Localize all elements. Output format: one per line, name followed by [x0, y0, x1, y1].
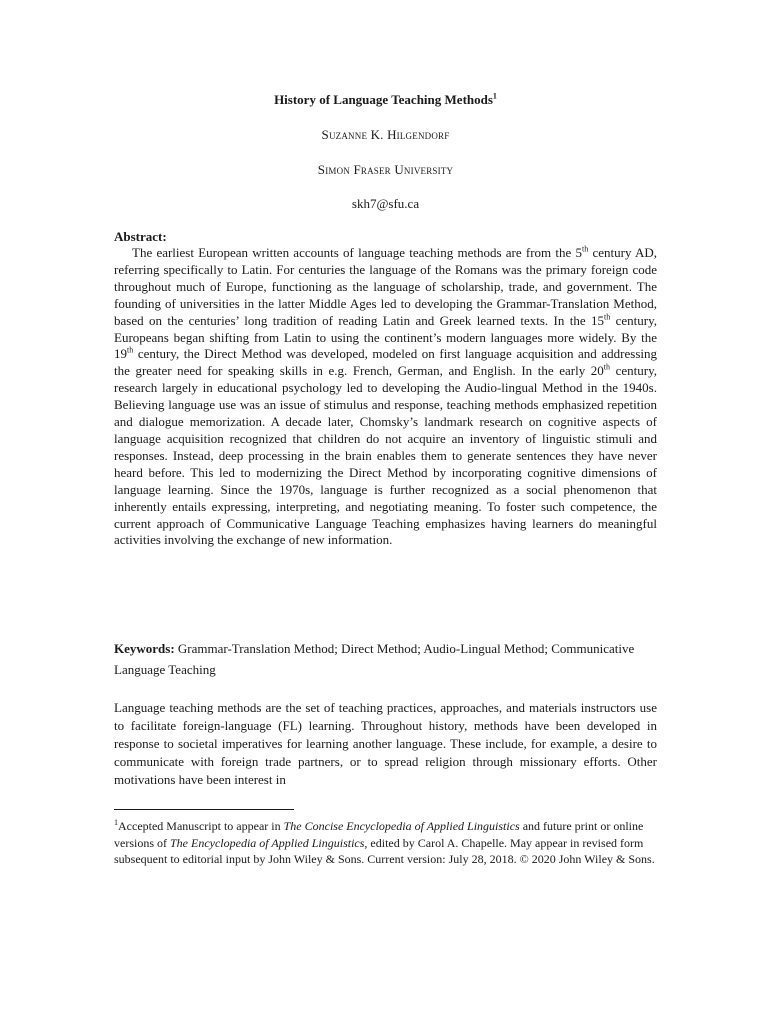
- abstract-sup-2: th: [604, 312, 611, 322]
- author-email[interactable]: skh7@sfu.ca: [351, 196, 420, 211]
- author-affiliation: Simon Fraser University: [317, 162, 454, 177]
- footnote-part-c: edited by Carol A. Chapelle. May appear in revised form subsequent to editorial input by John Wiley & Sons. Current version: July 28, 2018. © 2020 John Wiley & Sons.: [114, 835, 655, 866]
- title-footnote-marker[interactable]: 1: [492, 91, 497, 101]
- footnote-part-b: and future print or online versions of: [114, 819, 644, 850]
- intro-paragraph: Language teaching methods are the set of teaching practices, approaches, and materials instructors use to facilitate foreign-language (FL) learning. Throughout history, methods have been developed in response to societal imperatives for learning another language. These include, for example, a desire to communicate with foreign trade partners, or to spread religion through missionary efforts. Other motivations have been interest in: [114, 700, 657, 787]
- abstract-heading: Abstract:: [114, 229, 167, 244]
- abstract-part-5: century, research largely in educational psychology led to developing the Audio-lingual Method in the 1940s. Believing language use was an issue of stimulus and response, teaching methods emphasized repetition and dialogue memorization. A decade later, Chomsky’s landmark research on cognitive aspects of language acquisition recognized that children do not acquire an inventory of linguistic stimuli and responses. Instead, deep processing in the brain enables them to generate sentences they have never heard before. This led to modernizing the Direct Method by incorporating cognitive dimensions of language learning. Since the 1970s, language is further recognized as a social phenomenon that inherently entails expressing, interpreting, and negotiating meaning. To foster such competence, the current approach of Communicative Language Teaching emphasizes having learners do meaningful activities involving the exchange of new information.: [114, 363, 657, 548]
- abstract-sup-1: th: [582, 244, 589, 254]
- footnote-title-1: The Concise Encyclopedia of Applied Linguistics: [283, 819, 520, 833]
- footnote-part-a: Accepted Manuscript to appear in: [118, 819, 284, 833]
- abstract-part-1: The earliest European written accounts of language teaching methods are from the 5: [132, 245, 583, 260]
- abstract-sup-3: th: [127, 346, 134, 356]
- paper-title: [114, 92, 657, 108]
- footnote-marker: 1: [114, 818, 118, 827]
- abstract-part-4: century, the Direct Method was developed, modeled on first language acquisition and addressing the greater need for speaking skills in e.g. French, German, and English. In the early 20: [114, 346, 657, 379]
- footnote-title-2: The Encyclopedia of Applied Linguistics,: [170, 835, 368, 850]
- abstract-text: [114, 245, 657, 549]
- keywords-text: Grammar-Translation Method; Direct Method; Audio-Lingual Method; Communicative Language Teaching: [114, 641, 635, 677]
- abstract-part-3: century, Europeans began shifting from Latin to using the continent’s modern languages more widely. By the 19: [114, 312, 657, 362]
- footnote: [114, 818, 657, 868]
- keywords-label: Keywords:: [114, 641, 175, 656]
- abstract-part-2: century AD, referring specifically to Latin. For centuries the language of the Romans was the primary foreign code throughout much of Europe, functioning as the language of scholarship, trade, and government. The founding of universities in the latter Middle Ages led to developing the Grammar-Translation Method, based on the centuries’ long tradition of reading Latin and Greek learned texts. In the 15: [114, 245, 658, 328]
- author-name: Suzanne K. Hilgendorf: [321, 127, 450, 142]
- abstract-sup-4: th: [603, 363, 611, 373]
- footnote-divider: [114, 809, 294, 810]
- keywords: [114, 638, 657, 680]
- paper-title-text: History of Language Teaching Methods: [274, 92, 493, 107]
